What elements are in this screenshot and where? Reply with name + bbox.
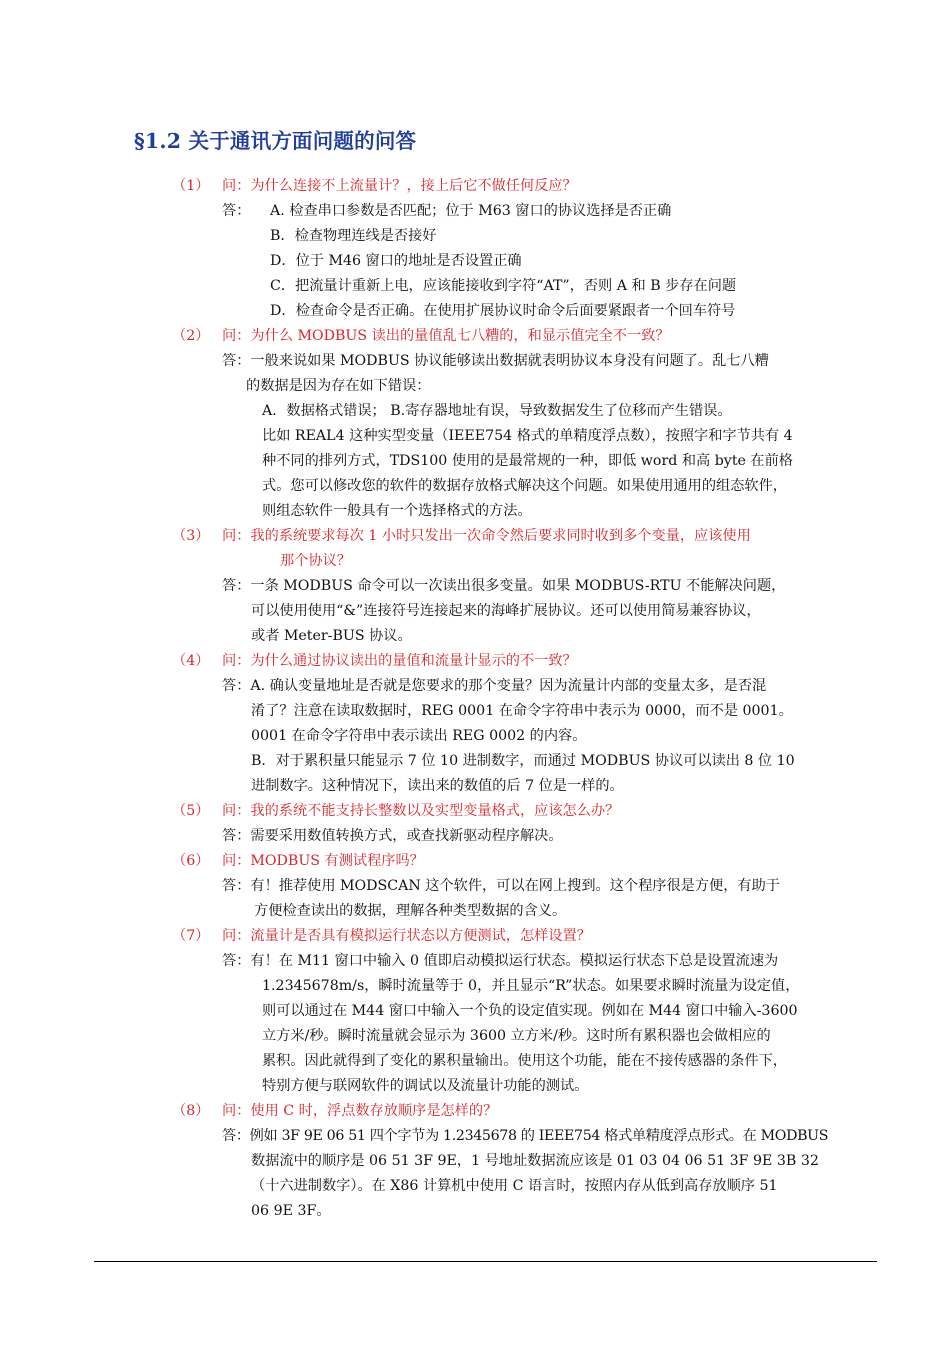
answer-line: 06 9E 3F。 [251,1203,331,1219]
answer-label: 答： [222,203,251,219]
answer-line: 比如 REAL4 这种实型变量（IEEE754 格式的单精度浮点数），按照字和字节共有 4 [262,428,793,444]
answer-line: 1.2345678m/s，瞬时流量等于 0，并且显示“R”状态。如果要求瞬时流量为设定值， [262,978,800,994]
answer-line: D．位于 M46 窗口的地址是否设置正确 [270,253,522,269]
answer-line: 数据流中的顺序是 06 51 3F 9E，1 号地址数据流应该是 01 03 04 06 51 3F 9E 3B 32 [251,1153,819,1169]
answer-line: 答：有！推荐使用 MODSCAN 这个软件，可以在网上搜到。这个程序很是方便，有助于 [222,878,780,894]
question-number: （3） [172,528,210,544]
answer-line: B．检查物理连线是否接好 [270,228,437,244]
answer-line: 答：一条 MODBUS 命令可以一次读出很多变量。如果 MODBUS-RTU 不能解决问题， [222,578,786,594]
answer-line: 特别方便与联网软件的调试以及流量计功能的测试。 [262,1078,589,1094]
question-text: 问：为什么 MODBUS 读出的量值乱七八糟的，和显示值完全不一致？ [222,328,670,344]
question-number: （5） [172,803,210,819]
answer-line: （十六进制数字）。在 X86 计算机中使用 C 语言时，按照内存从低到高存放顺序 51 [251,1178,778,1194]
section-title: §1.2 关于通讯方面问题的问答 [134,129,417,153]
question-text: 问：为什么通过协议读出的量值和流量计显示的不一致？ [222,653,577,669]
question-number: （1） [172,178,210,194]
answer-line: 的数据是因为存在如下错误： [246,378,431,394]
question-text: 那个协议？ [280,553,351,569]
question-text: 问：流量计是否具有模拟运行状态以方便测试，怎样设置？ [222,928,591,944]
question-number: （2） [172,328,210,344]
answer-line: C．把流量计重新上电，应该能接收到字符“AT”，否则 A 和 B 步存在问题 [270,278,737,294]
question-number: （6） [172,853,210,869]
answer-line: 进制数字。这种情况下，读出来的数值的后 7 位是一样的。 [251,778,624,794]
answer-line: A．数据格式错误； B.寄存器地址有误，导致数据发生了位移而产生错误。 [262,403,732,419]
answer-line: 答：A. 确认变量地址是否就是您要求的那个变量？因为流量计内部的变量太多，是否混 [222,678,767,694]
answer-line: 或者 Meter-BUS 协议。 [251,628,412,644]
answer-line: 立方米/秒。瞬时流量就会显示为 3600 立方米/秒。这时所有累积器也会做相应的 [262,1028,771,1044]
answer-line: 答：例如 3F 9E 06 51 四个字节为 1.2345678 的 IEEE754 格式单精度浮点形式。在 MODBUS [222,1128,829,1144]
answer-line: 则可以通过在 M44 窗口中输入一个负的设定值实现。例如在 M44 窗口中输入-3600 [262,1003,798,1019]
question-number: （7） [172,928,210,944]
answer-line: 累积。因此就得到了变化的累积量输出。使用这个功能，能在不接传感器的条件下， [262,1053,787,1069]
answer-line: 答：需要采用数值转换方式，或查找新驱动程序解决。 [222,828,563,844]
answer-line: 淆了？注意在读取数据时，REG 0001 在命令字符串中表示为 0000，而不是 0001。 [251,703,793,719]
answer-line: A. 检查串口参数是否匹配；位于 M63 窗口的协议选择是否正确 [270,203,672,219]
question-text: 问：为什么连接不上流量计？，接上后它不做任何反应？ [222,178,577,194]
answer-line: 式。您可以修改您的软件的数据存放格式解决这个问题。如果使用通用的组态软件， [262,478,787,494]
question-text: 问：我的系统不能支持长整数以及实型变量格式，应该怎么办？ [222,803,620,819]
answer-line: B．对于累积量只能显示 7 位 10 进制数字，而通过 MODBUS 协议可以读出 8 位 10 [251,753,795,769]
answer-line: D．检查命令是否正确。在使用扩展协议时命令后面要紧跟者一个回车符号 [270,303,736,319]
answer-line: 种不同的排列方式，TDS100 使用的是最常规的一种，即低 word 和高 byte 在前格 [262,453,793,469]
question-text: 问：MODBUS 有测试程序吗？ [222,853,424,869]
answer-line: 方便检查读出的数据，理解各种类型数据的含义。 [254,903,567,919]
answer-line: 0001 在命令字符串中表示读出 REG 0002 的内容。 [251,728,587,744]
question-text: 问：我的系统要求每次 1 小时只发出一次命令然后要求同时收到多个变量，应该使用 [222,528,751,544]
answer-line: 答：一般来说如果 MODBUS 协议能够读出数据就表明协议本身没有问题了。乱七八糟 [222,353,769,369]
answer-line: 可以使用使用“&”连接符号连接起来的海峰扩展协议。还可以使用简易兼容协议， [251,603,761,619]
answer-line: 答：有！在 M11 窗口中输入 0 值即启动模拟运行状态。模拟运行状态下总是设置流速为 [222,953,779,969]
footer-rule [94,1261,877,1262]
question-text: 问：使用 C 时，浮点数存放顺序是怎样的？ [222,1103,498,1119]
answer-line: 则组态软件一般具有一个选择格式的方法。 [262,503,532,519]
question-number: （4） [172,653,210,669]
question-number: （8） [172,1103,210,1119]
